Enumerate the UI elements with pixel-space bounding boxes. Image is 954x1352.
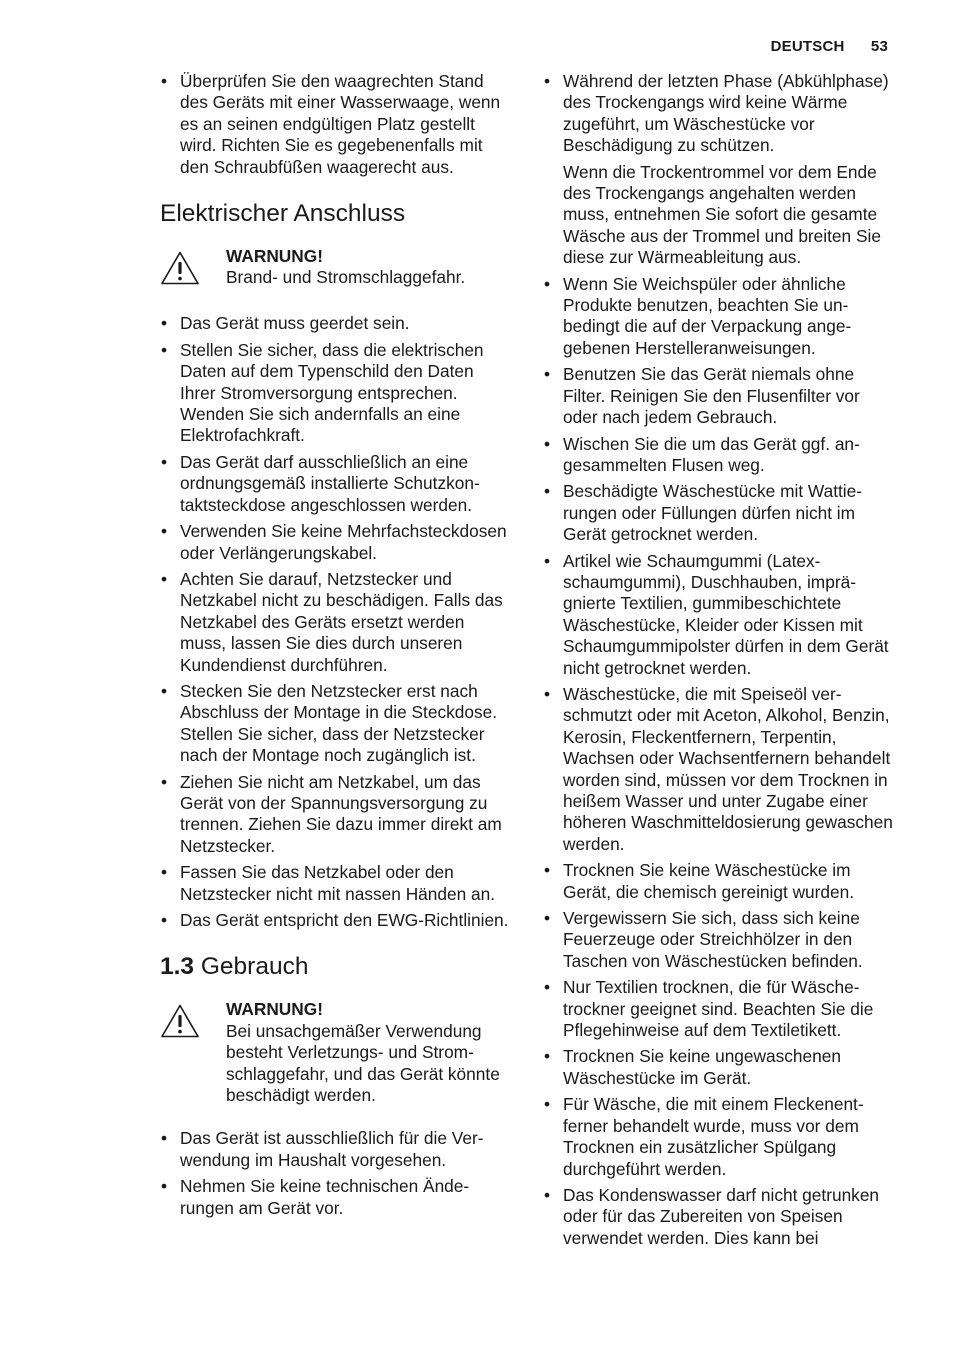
list-item-extra-paragraph: Wenn die Trockentrommel vor dem Ende des Trockengangs angehalten werden muss, entnehmen Sie sofort die gesamte Wäsche aus der Trommel und breiten Sie diese zur Wärmeableitung aus. (563, 161, 881, 268)
bullet-icon: • (161, 451, 168, 472)
list-item: • Achten Sie darauf, Netzstecker und Netzkabel nicht zu beschädigen. Falls das Netzkabel des Geräts ersetzt werden muss, lassen Sie dies durch unseren Kundendienst durchführen. (161, 568, 503, 675)
list-item: • Überprüfen Sie den waagrechten Stand des Geräts mit einer Wasserwaage, wenn es an seinen endgültigen Platz gestellt wird. Richten Sie es gegebenenfalls mit den Schraubfüßen waagerecht aus. (161, 71, 501, 177)
bullet-icon: • (544, 683, 551, 704)
bullet-icon: • (544, 364, 551, 385)
bullet-icon: • (161, 1128, 168, 1149)
section-title: Gebrauch (200, 953, 309, 981)
list-item: • Verwenden Sie keine Mehrfachsteckdosen oder Verlängerungskabel. (161, 521, 507, 563)
bullet-icon: • (161, 1176, 168, 1197)
warning-title: WARNUNG! (226, 246, 323, 267)
list-item: • Für Wäsche, die mit einem Fleckenentferner behandelt wurde, muss vor dem Trocknen ein zusätzlicher Spülgang durchgeführt werden. (544, 1094, 864, 1179)
bullet-icon: • (161, 568, 168, 589)
warning-triangle-icon (160, 999, 226, 1106)
bullet-icon: • (161, 521, 168, 542)
intro-list (160, 71, 512, 178)
list-item: • Trocknen Sie keine ungewaschenen Wäschestücke im Gerät. (544, 1046, 841, 1088)
list-item: • Ziehen Sie nicht am Netzkabel, um das Gerät von der Spannungsversorgung zu trennen. Ziehen Sie dazu immer direkt am Netzstecker. (161, 771, 502, 856)
warning-title: WARNUNG! (226, 999, 323, 1020)
electrical-list (160, 313, 512, 931)
section-number: 1.3 (160, 953, 195, 981)
list-item: • Fassen Sie das Netzkabel oder den Netzstecker nicht mit nassen Händen an. (161, 862, 496, 904)
list-item: • Benutzen Sie das Gerät niemals ohne Filter. Reinigen Sie den Flusenfilter vor oder nach jedem Gebrauch. (544, 364, 860, 428)
list-item: • Wäschestücke, die mit Speiseöl verschmutzt oder mit Aceton, Alkohol, Benzin, Kerosin, Fleckentfernern, Terpentin, Wachsen oder Wachsentfernern behandelt worden sind, müssen vor dem Trocknen in heißem Wasser und unter Zugabe einer höheren Waschmitteldosierung gewaschen werden. (544, 683, 893, 854)
page-number: 53 (870, 38, 888, 55)
bullet-icon: • (544, 977, 551, 998)
bullet-icon: • (161, 313, 168, 334)
list-item: • Wischen Sie die um das Gerät ggf. angesammelten Flusen weg. (544, 433, 860, 475)
list-item: • Stellen Sie sicher, dass die elektrischen Daten auf dem Typenschild den Daten Ihrer Stromversorgung entsprechen. Wenden Sie sich andernfalls an eine Elektrofachkraft. (161, 339, 484, 446)
bullet-icon: • (544, 433, 551, 454)
left-column (160, 70, 512, 1224)
warning-triangle-icon (160, 246, 226, 291)
list-item: • Das Gerät darf ausschließlich an eine ordnungsgemäß installierte Schutzkontaktsteckdose angeschlossen werden. (161, 451, 480, 515)
bullet-icon: • (544, 273, 551, 294)
bullet-icon: • (161, 862, 168, 883)
bullet-icon: • (544, 1046, 551, 1067)
warning-text: Bei unsachgemäßer Verwendung besteht Verletzungs- und Stromschlaggefahr, und das Gerät könnte beschädigt werden. (226, 1020, 500, 1106)
bullet-icon: • (161, 71, 168, 91)
list-item: • Das Kondenswasser darf nicht getrunken oder für das Zubereiten von Speisen verwendet werden. Dies kann bei (544, 1184, 880, 1248)
list-item: • Vergewissern Sie sich, dass sich keine Feuerzeuge oder Streichhölzer in den Taschen von Wäschestücken befinden. (544, 908, 863, 971)
list-item: • Das Gerät ist ausschließlich für die Verwendung im Haushalt vorgesehen. (161, 1128, 484, 1170)
bullet-icon: • (161, 339, 168, 360)
bullet-icon: • (544, 1184, 551, 1205)
usage-list (543, 71, 895, 1249)
warning-content (226, 246, 465, 291)
warning-text: Brand- und Stromschlaggefahr. (226, 267, 466, 288)
list-item: • Trocknen Sie keine Wäschestücke im Gerät, die chemisch gereinigt wurden. (544, 860, 855, 902)
header-language: DEUTSCH (770, 38, 845, 55)
use-list (160, 1128, 512, 1219)
bullet-icon: • (161, 771, 168, 792)
list-item: • Nur Textilien trocknen, die für Wäschetrockner geeignet sind. Beachten Sie die Pflegehinweise auf dem Textiletikett. (544, 977, 874, 1041)
warning-box-electrical (160, 246, 512, 291)
list-item: • Stecken Sie den Netzstecker erst nach Abschluss der Montage in die Steckdose. Stellen Sie sicher, dass der Netzstecker nach der Montage noch zugänglich ist. (161, 680, 498, 766)
bullet-icon: • (161, 910, 168, 930)
page-header (771, 38, 888, 55)
list-item: • Artikel wie Schaumgummi (Latexschaumgummi), Duschhauben, imprägnierte Textilien, gummibeschichtete Wäschestücke, Kleider oder Kissen mit Schaumgummipolster dürfen in dem Gerät nicht getrocknet werden. (544, 550, 889, 678)
warning-box-use (160, 999, 512, 1106)
list-item: • Nehmen Sie keine technischen Änderungen am Gerät vor. (161, 1176, 470, 1218)
bullet-icon: • (544, 481, 551, 502)
list-item: • Das Gerät muss geerdet sein. (161, 313, 410, 334)
list-item: • Beschädigte Wäschestücke mit Wattierungen oder Füllungen dürfen nicht im Gerät getrocknet werden. (544, 481, 863, 545)
bullet-icon: • (161, 680, 168, 701)
list-item: • Während der letzten Phase (Abkühlphase) des Trockengangs wird keine Wärme zugeführt, um Wäschestücke vor Beschädigung zu schützen. Wenn die Trockentrommel vor dem Ende des Trockengangs angehalten werden muss, entnehmen Sie sofort die gesamte Wäsche aus der Trommel und breiten Sie diese zur Wärmeableitung aus. (543, 71, 895, 269)
bullet-icon: • (544, 860, 551, 881)
section-heading-electrical: Elektrischer Anschluss (160, 200, 406, 228)
bullet-icon: • (544, 550, 551, 571)
bullet-icon: • (544, 71, 551, 91)
list-item: • Wenn Sie Weichspüler oder ähnliche Produkte benutzen, beachten Sie unbedingt die auf der Verpackung angegebenen Herstelleranweisungen. (544, 273, 852, 358)
section-heading-use (160, 953, 512, 981)
warning-content (226, 999, 512, 1106)
bullet-icon: • (544, 1094, 551, 1115)
bullet-icon: • (544, 908, 551, 929)
list-item: • Das Gerät entspricht den EWG-Richtlinien. (161, 910, 509, 930)
right-column (543, 70, 895, 1254)
